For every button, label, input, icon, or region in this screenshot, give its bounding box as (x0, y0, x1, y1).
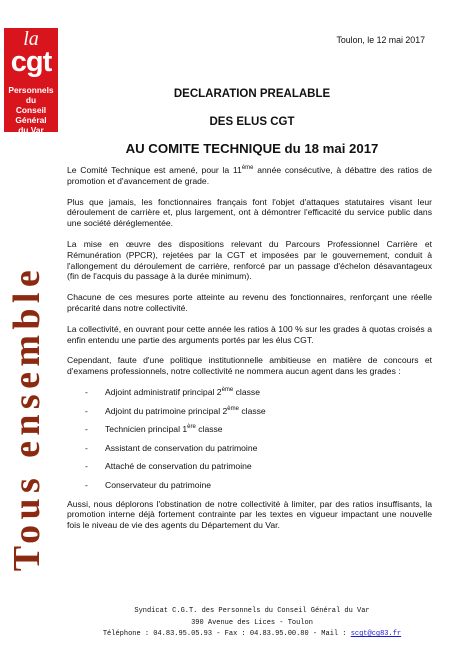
grade-text: Conservateur du patrimoine (105, 479, 212, 490)
footer-contact (62, 629, 442, 641)
paragraph-ratios: La collectivité, en ouvrant pour cette année les ratios à 100 % sur les grades à quotas croisés a enfin entendu une partie des arguments portés par les élus CGT. (67, 323, 432, 345)
grade-text: Technicien principal 1 (105, 424, 188, 435)
footer (62, 606, 442, 641)
ordinal-sup: ème (227, 405, 239, 412)
paragraph-intro-a: Le Comité Technique est amené, pour la 11 (67, 165, 242, 175)
title-line-1: DECLARATION PREALABLE (173, 88, 331, 100)
document-date: Toulon, le 12 mai 2017 (336, 35, 425, 45)
grade-text: Assistant de conservation du patrimoine (105, 442, 258, 453)
grades-list (67, 387, 432, 491)
cgt-logo (4, 28, 58, 135)
title-line-2: DES ELUS CGT (209, 116, 295, 128)
logo-org-line: Personnels du (8, 85, 54, 105)
paragraph-intro-b: année consécutive, à débattre des ratios de promotion et d'avancement de grade. (67, 165, 432, 186)
list-item (85, 480, 432, 491)
logo-main-text: cgt (10, 46, 52, 78)
footer-union-name: Syndicat C.G.T. des Personnels du Conseil Général du Var (134, 607, 370, 615)
paragraph-intro (67, 165, 432, 187)
email-link[interactable]: scgt@cg83.fr (350, 630, 402, 638)
paragraph-grades-intro: Cependant, faute d'une politique institutionnelle ambitieuse en matière de concours et d'examens professionnels, notre collectivité ne nommera aucun agent dans les grades : (67, 355, 432, 377)
title-line-3: AU COMITE TECHNIQUE du 18 mai 2017 (125, 141, 379, 156)
footer-address: 390 Avenue des Lices - Toulon (191, 618, 313, 627)
grade-suffix: classe (195, 424, 223, 435)
declaration-body (67, 165, 432, 541)
list-item (85, 424, 432, 435)
grade-text: Adjoint du patrimoine principal 2 (105, 405, 228, 416)
ordinal-sup: ème (241, 165, 254, 171)
vertical-slogan: Tous ensemble (6, 264, 48, 572)
list-item (85, 443, 432, 454)
logo-org-line: du Var (18, 125, 44, 135)
grade-text: Adjoint administratif principal 2 (105, 386, 222, 397)
paragraph-conclusion: Aussi, nous déplorons l'obstination de notre collectivité à limiter, par des ratios insuffisants, la promotion interne déjà fortement contrainte par les textes en vigueur impactant une nouvelle fois le niveau de vie des agents du Département du Var. (67, 498, 432, 531)
paragraph-ppcr: La mise en œuvre des dispositions relevant du Parcours Professionnel Carrière et Rémunération (PPCR), rejetées par la CGT et imposées par le gouvernement, conduit à l'allongement du déroulement de carrière, renforcé par un passage d'échelon désavantageux (fin de l'acquis du passage à la durée minimum). (67, 238, 432, 282)
paragraph-attacks: Plus que jamais, les fonctionnaires français font l'objet d'attaques statutaires visant leur déroulement de carrière et, plus largement, ont à démontrer l'efficacité du service public dans une société déréglementée. (67, 196, 432, 229)
logo-org-name (4, 85, 58, 135)
footer-phone-fax: Téléphone : 04.83.95.05.93 - Fax : 04.83.95.00.80 - Mail : (102, 630, 351, 638)
ordinal-sup: ère (187, 424, 196, 431)
list-item (85, 461, 432, 472)
list-item (85, 406, 432, 417)
logo-script-text: la (23, 28, 39, 50)
grade-suffix: classe (233, 386, 260, 397)
grade-suffix: classe (238, 405, 266, 416)
logo-org-line: Conseil Général (15, 105, 47, 125)
grade-text: Attaché de conservation du patrimoine (105, 461, 252, 472)
list-item (85, 387, 432, 398)
paragraph-revenue: Chacune de ces mesures porte atteinte au revenu des fonctionnaires, renforçant une réelle précarité dans notre collectivité. (67, 292, 432, 313)
ordinal-sup: ème (221, 386, 234, 393)
